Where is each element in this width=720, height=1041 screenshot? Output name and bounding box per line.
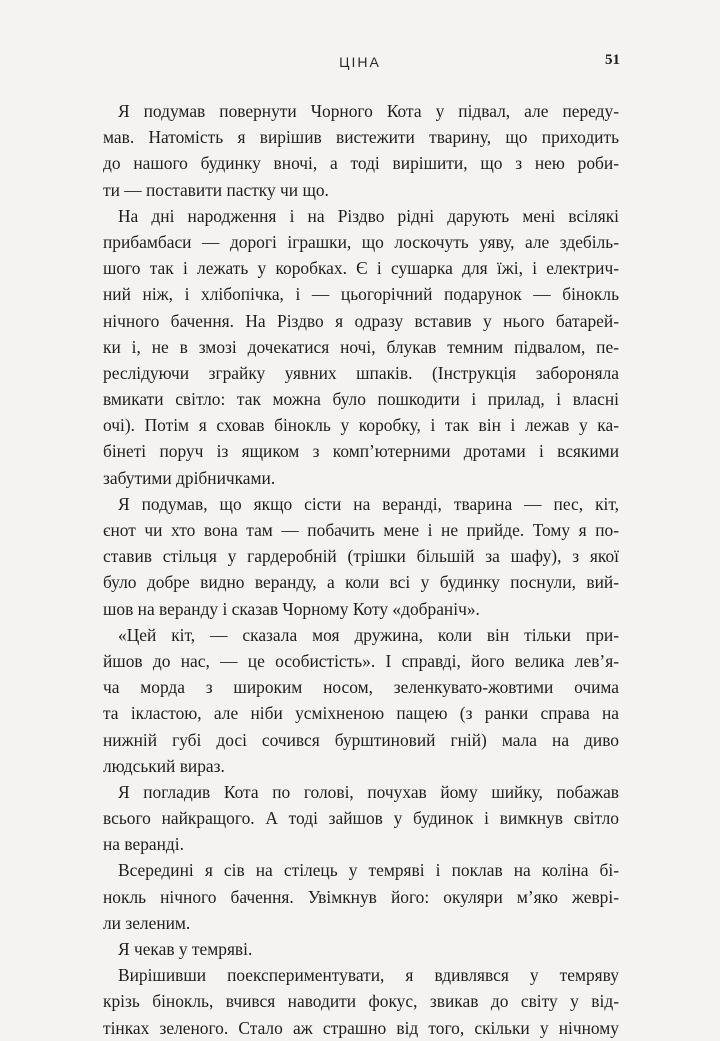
text-line: ча морда з широким носом, зеленкувато-жовтими очима	[103, 677, 619, 698]
text-line: вмикати світло: так можна було пошкодити і прилад, і власні	[103, 389, 619, 410]
text-line: мав. Натомість я вирішив вистежити тварину, що приходить	[103, 127, 619, 148]
text-line: ставив стільця у гардеробній (трішки більшій за шафу), з якої	[103, 546, 619, 567]
text-line: Всередині я сів на стілець у темряві і поклав на коліна бі-	[118, 860, 619, 881]
text-line: ний ніж, і хлібопічка, і — цьогорічний подарунок — бінокль	[103, 284, 619, 305]
text-line: реслідуючи зграйку уявних шпаків. (Інструкція забороняла	[103, 362, 619, 383]
text-line: на веранді.	[103, 834, 184, 855]
text-line: прибамбаси — дорогі іграшки, що лоскочуть уяву, але здебіль-	[103, 231, 619, 252]
text-line: ки і, не в змозі дочекатися ночі, блукав темним підвалом, пе-	[103, 336, 619, 357]
text-line: Я погладив Кота по голові, почухав йому шийку, побажав	[118, 781, 619, 802]
body-text	[103, 98, 619, 1041]
text-line: тінках зеленого. Стало аж страшно від того, скільки у нічному	[103, 1017, 619, 1038]
running-head-title: ЦІНА	[339, 54, 381, 70]
text-line: крізь бінокль, вчився наводити фокус, звикав до світу у від-	[103, 991, 619, 1012]
text-line: забутими дрібничками.	[103, 467, 276, 488]
text-line: ти — поставити пастку чи що.	[103, 179, 329, 200]
text-line: та ікластою, але ніби усміхненою пащею (з ранки справа на	[103, 703, 619, 724]
text-line: нокль нічного бачення. Увімкнув його: окуляри м’яко жеврі-	[103, 886, 619, 907]
text-line: Я подумав, що якщо сісти на веранді, тварина — пес, кіт,	[118, 493, 619, 514]
text-line: нижній губі досі сочився бурштиновий гній) мала на диво	[103, 729, 619, 750]
text-line: всього найкращого. А тоді зайшов у будинок і вимкнув світло	[103, 808, 619, 829]
text-line: Вирішивши поекспериментувати, я вдивлявся у темряву	[118, 965, 619, 986]
text-line: було добре видно веранду, а коли всі у будинку поснули, вий-	[103, 572, 619, 593]
text-line: єнот чи хто вона там — побачить мене і не прийде. Тому я по-	[103, 520, 619, 540]
text-line: людський вираз.	[103, 755, 225, 776]
text-line: Я подумав повернути Чорного Кота у підвал, але переду-	[118, 101, 619, 121]
text-line: На дні народження і на Різдво рідні дарують мені всілякі	[118, 205, 619, 226]
text-line: нічного бачення. На Різдво я одразу вставив у нього батарей-	[103, 310, 619, 331]
text-line: шого так і лежать у коробках. Є і сушарка для їжі, і електрич-	[103, 258, 619, 279]
text-line: до нашого будинку вночі, а тоді вирішити, що з нею роби-	[103, 153, 619, 174]
text-line: «Цей кіт, — сказала моя дружина, коли він тільки при-	[118, 624, 619, 645]
text-line: шов на веранду і сказав Чорному Коту «добраніч».	[103, 598, 480, 619]
text-line: бінеті поруч із ящиком з комп’ютерними дротами і всякими	[103, 441, 619, 462]
text-line: Я чекав у темряві.	[118, 939, 253, 959]
page-number: 51	[605, 52, 620, 68]
text-line: очі). Потім я сховав бінокль у коробку, і так він і лежав у ка-	[103, 415, 619, 436]
text-line: ли зеленим.	[103, 912, 191, 933]
text-line: йшов до нас, — це особистість». І справді, його велика лев’я-	[103, 650, 619, 671]
